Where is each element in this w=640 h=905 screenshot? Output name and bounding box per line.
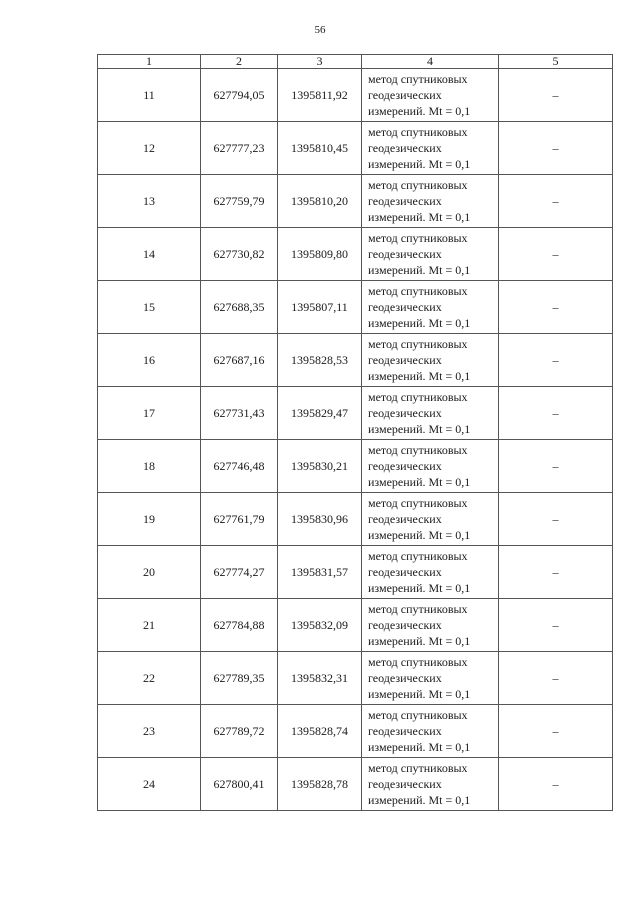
method-line: метод спутниковых	[368, 390, 468, 404]
point-number-cell: 12	[98, 122, 201, 175]
note-cell: –	[499, 652, 613, 705]
method-cell	[362, 228, 499, 281]
method-cell	[362, 493, 499, 546]
table-header-row	[98, 55, 613, 69]
note-cell: –	[499, 228, 613, 281]
note-cell: –	[499, 122, 613, 175]
table-row	[98, 758, 613, 811]
point-number-cell: 18	[98, 440, 201, 493]
method-line: метод спутниковых	[368, 72, 468, 86]
table-row	[98, 228, 613, 281]
method-line: измерений. Mt = 0,1	[368, 475, 471, 489]
method-cell	[362, 758, 499, 811]
point-number-cell: 15	[98, 281, 201, 334]
table-row	[98, 334, 613, 387]
page-number: 56	[314, 24, 326, 36]
coordinate-y-cell: 1395811,92	[278, 69, 362, 122]
method-line: геодезических	[368, 724, 442, 738]
method-line: геодезических	[368, 88, 442, 102]
table-row	[98, 705, 613, 758]
coordinate-y-cell: 1395832,09	[278, 599, 362, 652]
coordinate-x-cell: 627794,05	[201, 69, 278, 122]
column-header-1: 1	[98, 55, 201, 69]
point-number-cell: 17	[98, 387, 201, 440]
coordinate-x-cell: 627688,35	[201, 281, 278, 334]
method-line: геодезических	[368, 141, 442, 155]
method-cell	[362, 546, 499, 599]
coordinates-table	[97, 54, 613, 811]
method-line: геодезических	[368, 406, 442, 420]
table-row	[98, 122, 613, 175]
table-row	[98, 652, 613, 705]
coordinate-x-cell: 627759,79	[201, 175, 278, 228]
coordinate-x-cell: 627789,35	[201, 652, 278, 705]
method-line: измерений. Mt = 0,1	[368, 422, 471, 436]
table-row	[98, 69, 613, 122]
point-number-cell: 23	[98, 705, 201, 758]
method-line: метод спутниковых	[368, 443, 468, 457]
coordinate-y-cell: 1395830,96	[278, 493, 362, 546]
coordinate-y-cell: 1395828,78	[278, 758, 362, 811]
point-number-cell: 16	[98, 334, 201, 387]
method-cell	[362, 334, 499, 387]
method-line: метод спутниковых	[368, 231, 468, 245]
note-cell: –	[499, 599, 613, 652]
method-line: измерений. Mt = 0,1	[368, 369, 471, 383]
method-cell	[362, 705, 499, 758]
column-header-3: 3	[278, 55, 362, 69]
note-cell: –	[499, 546, 613, 599]
method-line: измерений. Mt = 0,1	[368, 263, 471, 277]
method-line: метод спутниковых	[368, 549, 468, 563]
coordinate-x-cell: 627687,16	[201, 334, 278, 387]
method-cell	[362, 387, 499, 440]
point-number-cell: 13	[98, 175, 201, 228]
method-line: измерений. Mt = 0,1	[368, 793, 471, 807]
note-cell: –	[499, 334, 613, 387]
method-line: измерений. Mt = 0,1	[368, 740, 471, 754]
coordinate-x-cell: 627800,41	[201, 758, 278, 811]
method-line: метод спутниковых	[368, 125, 468, 139]
method-line: геодезических	[368, 247, 442, 261]
column-header-4: 4	[362, 55, 499, 69]
method-cell	[362, 69, 499, 122]
point-number-cell: 22	[98, 652, 201, 705]
table-row	[98, 440, 613, 493]
coordinate-x-cell: 627774,27	[201, 546, 278, 599]
table-row	[98, 599, 613, 652]
point-number-cell: 14	[98, 228, 201, 281]
point-number-cell: 20	[98, 546, 201, 599]
method-line: измерений. Mt = 0,1	[368, 687, 471, 701]
point-number-cell: 19	[98, 493, 201, 546]
method-line: метод спутниковых	[368, 496, 468, 510]
table-row	[98, 493, 613, 546]
method-line: измерений. Mt = 0,1	[368, 634, 471, 648]
coordinate-y-cell: 1395828,74	[278, 705, 362, 758]
coordinate-y-cell: 1395810,20	[278, 175, 362, 228]
point-number-cell: 21	[98, 599, 201, 652]
method-cell	[362, 440, 499, 493]
coordinate-y-cell: 1395830,21	[278, 440, 362, 493]
point-number-cell: 24	[98, 758, 201, 811]
coordinate-y-cell: 1395832,31	[278, 652, 362, 705]
table-row	[98, 546, 613, 599]
method-line: геодезических	[368, 565, 442, 579]
method-line: метод спутниковых	[368, 284, 468, 298]
method-line: геодезических	[368, 194, 442, 208]
table-body	[98, 69, 613, 811]
method-cell	[362, 175, 499, 228]
note-cell: –	[499, 705, 613, 758]
method-line: геодезических	[368, 618, 442, 632]
column-header-5: 5	[499, 55, 613, 69]
method-line: метод спутниковых	[368, 602, 468, 616]
method-line: метод спутниковых	[368, 178, 468, 192]
note-cell: –	[499, 758, 613, 811]
coordinate-y-cell: 1395831,57	[278, 546, 362, 599]
table-row	[98, 281, 613, 334]
coordinate-y-cell: 1395807,11	[278, 281, 362, 334]
coordinate-x-cell: 627789,72	[201, 705, 278, 758]
method-line: геодезических	[368, 777, 442, 791]
method-line: метод спутниковых	[368, 337, 468, 351]
note-cell: –	[499, 175, 613, 228]
note-cell: –	[499, 387, 613, 440]
method-cell	[362, 599, 499, 652]
note-cell: –	[499, 69, 613, 122]
method-line: геодезических	[368, 353, 442, 367]
coordinate-y-cell: 1395809,80	[278, 228, 362, 281]
note-cell: –	[499, 440, 613, 493]
column-header-2: 2	[201, 55, 278, 69]
coordinate-y-cell: 1395828,53	[278, 334, 362, 387]
method-cell	[362, 122, 499, 175]
coordinate-x-cell: 627777,23	[201, 122, 278, 175]
method-line: измерений. Mt = 0,1	[368, 210, 471, 224]
coordinate-x-cell: 627746,48	[201, 440, 278, 493]
table-row	[98, 175, 613, 228]
method-line: метод спутниковых	[368, 708, 468, 722]
method-line: метод спутниковых	[368, 761, 468, 775]
method-line: измерений. Mt = 0,1	[368, 104, 471, 118]
note-cell: –	[499, 281, 613, 334]
method-line: геодезических	[368, 512, 442, 526]
method-line: измерений. Mt = 0,1	[368, 528, 471, 542]
method-cell	[362, 652, 499, 705]
note-cell: –	[499, 493, 613, 546]
coordinate-y-cell: 1395810,45	[278, 122, 362, 175]
method-line: измерений. Mt = 0,1	[368, 316, 471, 330]
method-line: измерений. Mt = 0,1	[368, 157, 471, 171]
method-line: геодезических	[368, 459, 442, 473]
method-cell	[362, 281, 499, 334]
method-line: геодезических	[368, 300, 442, 314]
method-line: геодезических	[368, 671, 442, 685]
method-line: измерений. Mt = 0,1	[368, 581, 471, 595]
coordinate-x-cell: 627730,82	[201, 228, 278, 281]
coordinate-y-cell: 1395829,47	[278, 387, 362, 440]
table-row	[98, 387, 613, 440]
coordinate-x-cell: 627731,43	[201, 387, 278, 440]
coordinate-x-cell: 627761,79	[201, 493, 278, 546]
coordinate-x-cell: 627784,88	[201, 599, 278, 652]
point-number-cell: 11	[98, 69, 201, 122]
method-line: метод спутниковых	[368, 655, 468, 669]
